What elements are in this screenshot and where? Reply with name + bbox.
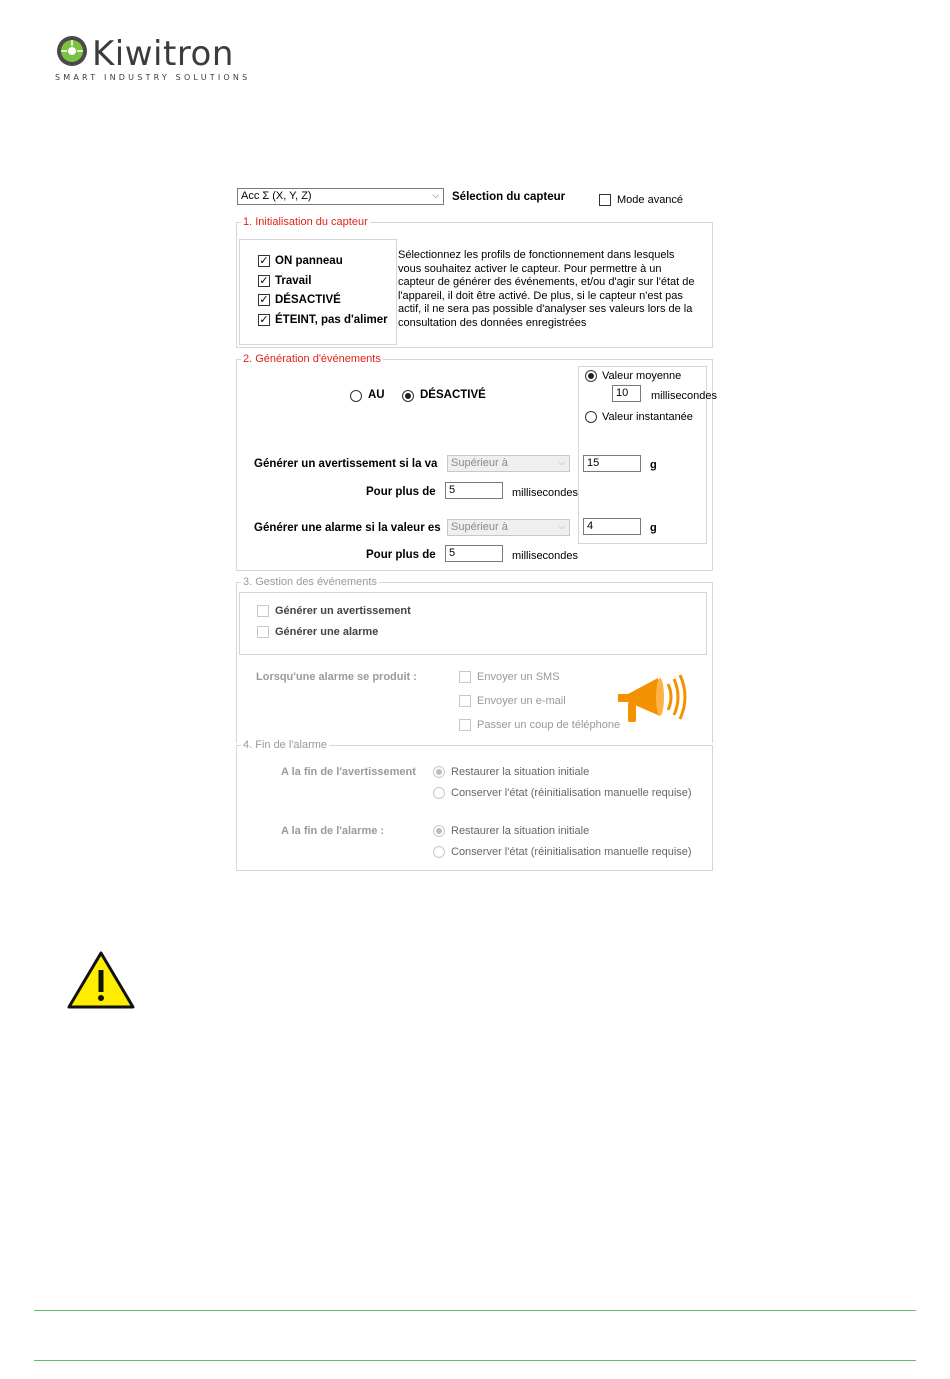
description-line: capteur de générer des événements, et/ou d'agir sur l'état de [398, 276, 695, 289]
profile-label: Travail [275, 275, 312, 287]
send-sms-checkbox[interactable] [459, 671, 471, 683]
send-email-checkbox[interactable] [459, 695, 471, 707]
warning-duration-label: Pour plus de [366, 486, 436, 498]
when-alarm-label: Lorsqu'une alarme se produit : [256, 671, 417, 683]
alarm-label: Générer une alarme si la valeur es [254, 522, 441, 534]
gen-alarm-checkbox[interactable] [257, 626, 269, 638]
send-sms-label: Envoyer un SMS [477, 671, 560, 683]
warning-threshold-input[interactable]: 15 [583, 455, 641, 472]
advanced-mode-checkbox[interactable] [599, 194, 611, 206]
warning-icon [66, 950, 136, 1010]
profile-label: ON panneau [275, 255, 343, 267]
radio-desactive[interactable] [402, 390, 414, 402]
sensor-selection-label: Sélection du capteur [452, 191, 566, 203]
alarm-condition-select[interactable] [447, 519, 570, 536]
alarm-duration-unit: millisecondes [512, 550, 579, 562]
mean-ms-unit: millisecondes [651, 390, 718, 402]
phone-call-label: Passer un coup de téléphone [477, 719, 621, 731]
kiwitron-logo-icon [55, 34, 89, 68]
warning-condition-select[interactable] [447, 455, 570, 472]
phone-call-checkbox[interactable] [459, 719, 471, 731]
alarm-threshold-input[interactable]: 4 [583, 518, 641, 535]
warning-label: Générer un avertissement si la va [254, 458, 438, 470]
alarm-duration-label: Pour plus de [366, 549, 436, 561]
warning-condition-value: Supérieur à [451, 457, 508, 469]
gen-alarm-label: Générer une alarme [275, 626, 379, 638]
end-warning-keep-label: Conserver l'état (réinitialisation manuelle requise) [451, 787, 692, 799]
radio-au-label: AU [368, 389, 385, 401]
warning-duration-unit: millisecondes [512, 487, 579, 499]
sensor-select-value: Acc Σ (X, Y, Z) [241, 190, 312, 202]
brand-name: Kiwitron [92, 34, 234, 74]
profile-label: ÉTEINT, pas d'alimer [275, 314, 388, 326]
warning-duration-input[interactable]: 5 [445, 482, 503, 499]
gen-warning-label: Générer un avertissement [275, 605, 411, 617]
end-alarm-keep-label: Conserver l'état (réinitialisation manuelle requise) [451, 846, 692, 858]
profile-checkbox-eteint[interactable]: ✓ [259, 314, 269, 326]
description-line: l'appareil, il doit être activé. De plus, si le capteur n'est pas [398, 289, 683, 302]
description-line: actif, il ne sera pas possible d'analyser ses valeurs lors de la [398, 303, 693, 316]
mean-ms-input[interactable]: 10 [612, 385, 641, 402]
end-warning-label: A la fin de l'avertissement [281, 766, 416, 778]
profile-label: DÉSACTIVÉ [275, 294, 341, 306]
advanced-mode-label: Mode avancé [617, 194, 684, 206]
sensor-select[interactable] [237, 188, 444, 205]
description-line: vous souhaitez activer le capteur. Pour permettre à un [398, 262, 662, 275]
description-line: Sélectionnez les profils de fonctionnement dans lesquels [398, 249, 675, 261]
mean-value-label: Valeur moyenne [602, 370, 682, 382]
brand-tagline: SMART INDUSTRY SOLUTIONS [55, 73, 251, 82]
section-1-title: 1. Initialisation du capteur [243, 216, 368, 228]
radio-au[interactable] [350, 390, 362, 402]
end-alarm-label: A la fin de l'alarme : [281, 825, 385, 837]
send-email-label: Envoyer un e-mail [477, 695, 566, 707]
section-1-description [398, 249, 710, 331]
end-warning-keep-radio[interactable] [433, 787, 445, 799]
end-alarm-restore-radio[interactable] [433, 825, 445, 837]
radio-instant-value[interactable] [585, 411, 597, 423]
chevron-down-icon: ⌵ [558, 521, 565, 531]
end-alarm-restore-label: Restaurer la situation initiale [451, 825, 590, 837]
gen-warning-checkbox[interactable] [257, 605, 269, 617]
megaphone-icon [614, 672, 686, 726]
section-4-title: 4. Fin de l'alarme [243, 739, 328, 751]
warning-unit: g [650, 459, 657, 471]
profile-checkbox-desactive[interactable]: ✓ [259, 294, 269, 306]
profile-checkbox-on-panneau[interactable]: ✓ [259, 255, 269, 267]
alarm-condition-value: Supérieur à [451, 521, 508, 533]
section-2-title: 2. Génération d'événements [243, 353, 381, 365]
alarm-duration-input[interactable]: 5 [445, 545, 503, 562]
radio-mean-value[interactable] [585, 370, 597, 382]
end-warning-restore-label: Restaurer la situation initiale [451, 766, 590, 778]
footer-divider-bottom [34, 1360, 916, 1361]
alarm-unit: g [650, 522, 657, 534]
generate-box [239, 592, 707, 655]
instant-value-label: Valeur instantanée [602, 411, 693, 423]
profile-checkbox-travail[interactable]: ✓ [259, 275, 269, 287]
end-warning-restore-radio[interactable] [433, 766, 445, 778]
end-alarm-keep-radio[interactable] [433, 846, 445, 858]
radio-desactive-label: DÉSACTIVÉ [420, 389, 486, 401]
description-line: consultation des données enregistrées [398, 316, 587, 329]
chevron-down-icon: ⌵ [558, 457, 565, 467]
chevron-down-icon: ⌵ [432, 190, 439, 200]
section-3-title: 3. Gestion des événements [243, 576, 377, 588]
footer-divider-top [34, 1310, 916, 1311]
